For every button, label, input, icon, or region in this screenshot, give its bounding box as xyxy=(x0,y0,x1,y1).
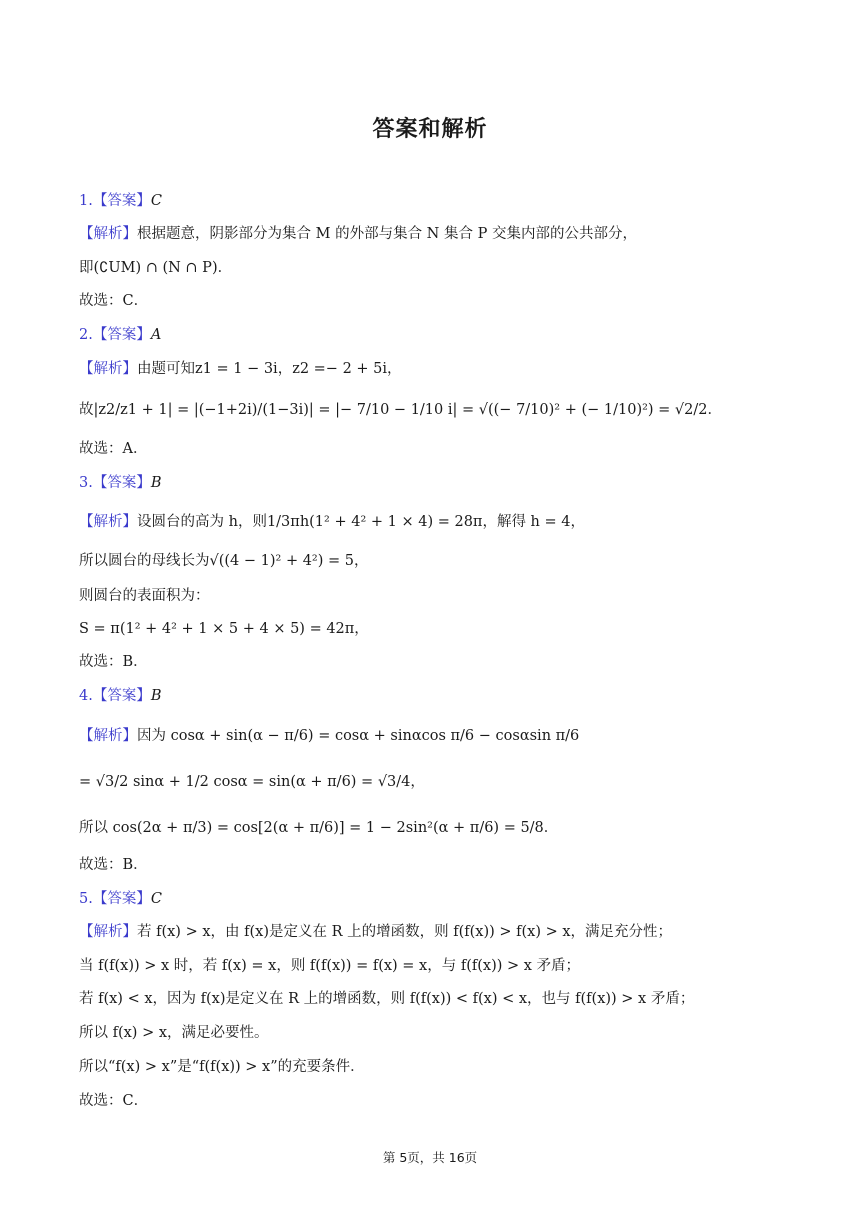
answer-tag: 【答案】 xyxy=(92,891,151,907)
analysis-line: 所以圆台的母线长为√((4 − 1)² + 4²) = 5， xyxy=(79,553,369,569)
analysis-tag: 【解析】 xyxy=(79,361,137,377)
page-title: 答案和解析 xyxy=(372,117,488,142)
analysis-tag: 【解析】 xyxy=(79,514,137,530)
answer-line-3 xyxy=(79,473,162,493)
analysis-line: S = π(1² + 4² + 1 × 5 + 4 × 5) = 42π， xyxy=(79,621,369,637)
analysis-line xyxy=(79,359,402,379)
analysis-line xyxy=(79,726,579,746)
analysis-tag: 【解析】 xyxy=(79,924,137,940)
answer-value: C xyxy=(150,891,162,907)
question-number: 5. xyxy=(79,891,93,907)
analysis-line: 故选：B． xyxy=(79,857,148,873)
analysis-tag: 【解析】 xyxy=(79,226,137,242)
analysis-line: 即(∁UM) ∩ (N ∩ P)． xyxy=(79,260,233,276)
analysis-line xyxy=(79,224,637,244)
analysis-line: 当 f(f(x)) > x 时，若 f(x) = x，则 f(f(x)) = f(x) = x，与 f(f(x)) > x 矛盾； xyxy=(79,958,581,974)
answer-line-4 xyxy=(79,686,162,706)
analysis-line xyxy=(79,512,585,532)
analysis-line xyxy=(79,922,672,942)
analysis-line: 所以“f(x) > x”是“f(f(x)) > x”的充要条件． xyxy=(79,1059,365,1075)
analysis-line: 故选：A． xyxy=(79,441,148,457)
answer-tag: 【答案】 xyxy=(92,475,151,491)
analysis-line: = √3/2 sinα + 1/2 cosα = sin(α + π/6) = √3/4， xyxy=(79,774,425,790)
answer-value: B xyxy=(150,688,162,704)
analysis-line: 若 f(x) < x，因为 f(x)是定义在 R 上的增函数，则 f(f(x)) < f(x) < x，也与 f(f(x)) > x 矛盾； xyxy=(79,991,695,1007)
answer-value: C xyxy=(150,193,162,209)
question-number: 4. xyxy=(79,688,93,704)
analysis-text: 若 f(x) > x，由 f(x)是定义在 R 上的增函数，则 f(f(x)) > f(x) > x，满足充分性； xyxy=(137,924,673,940)
analysis-tag: 【解析】 xyxy=(79,728,137,744)
answer-tag: 【答案】 xyxy=(92,193,151,209)
analysis-text: 根据题意，阴影部分为集合 M 的外部与集合 N 集合 P 交集内部的公共部分， xyxy=(137,226,637,242)
answer-tag: 【答案】 xyxy=(92,327,151,343)
question-number: 1. xyxy=(79,193,93,209)
page-footer: 第 5页，共 16页 xyxy=(382,1150,478,1165)
question-number: 3. xyxy=(79,475,93,491)
analysis-line: 故选：C． xyxy=(79,1093,149,1109)
analysis-text: 由题可知z1 = 1 − 3i，z2 =− 2 + 5i， xyxy=(137,361,402,377)
analysis-line: 则圆台的表面积为： xyxy=(79,588,210,604)
answer-line-1 xyxy=(79,191,162,211)
analysis-text: 因为 cosα + sin(α − π/6) = cosα + sinαcos π/6 − cosαsin π/6 xyxy=(137,728,580,744)
answer-value: A xyxy=(150,327,162,343)
answer-tag: 【答案】 xyxy=(92,688,151,704)
answer-value: B xyxy=(150,475,162,491)
analysis-line: 故|z2/z1 + 1| = |(−1+2i)/(1−3i)| = |− 7/10 − 1/10 i| = √((− 7/10)² + (− 1/10)²) = √2/2． xyxy=(79,402,723,418)
analysis-text: 设圆台的高为 h，则1/3πh(1² + 4² + 1 × 4) = 28π，解得 h = 4， xyxy=(137,514,585,530)
analysis-line: 所以 cos(2α + π/3) = cos[2(α + π/6)] = 1 − 2sin²(α + π/6) = 5/8． xyxy=(79,820,559,836)
question-number: 2. xyxy=(79,327,93,343)
analysis-line: 故选：C． xyxy=(79,293,149,309)
answer-line-2 xyxy=(79,325,161,345)
analysis-line: 所以 f(x) > x，满足必要性。 xyxy=(79,1025,269,1041)
analysis-line: 故选：B． xyxy=(79,654,148,670)
answer-line-5 xyxy=(79,889,162,909)
